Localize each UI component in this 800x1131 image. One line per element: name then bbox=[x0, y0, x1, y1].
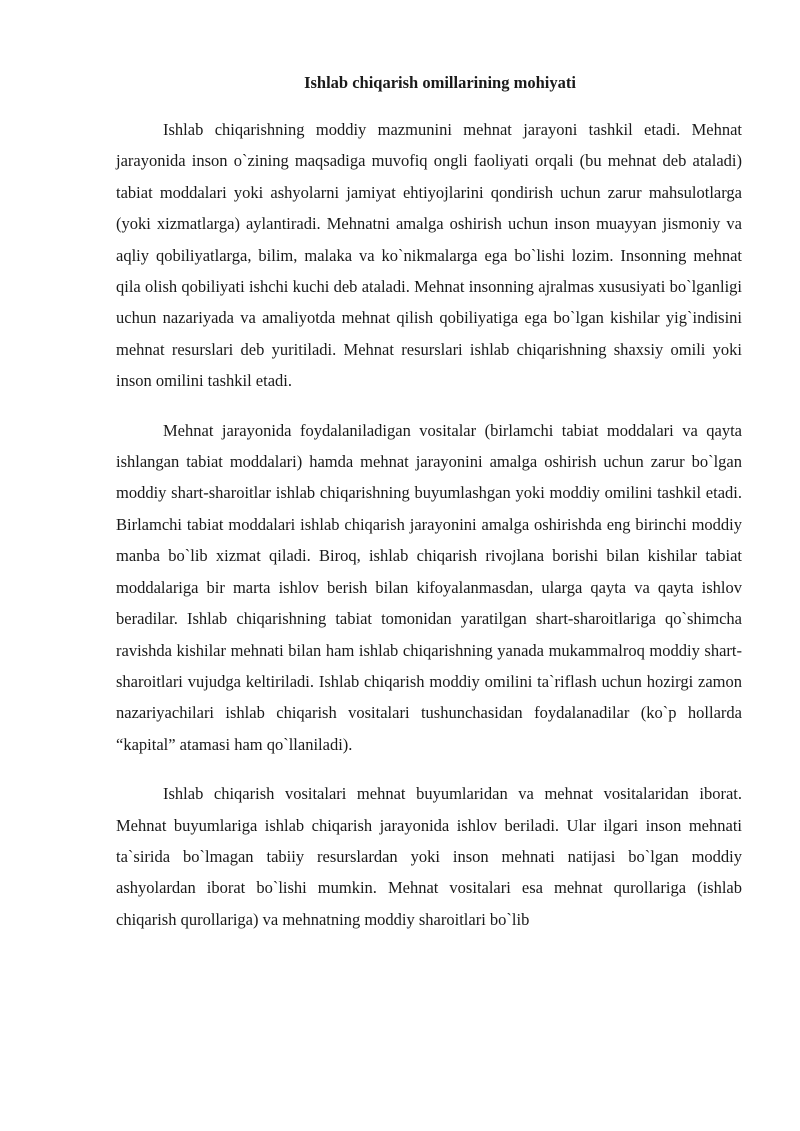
document-title: Ishlab chiqarish omillarining mohiyati bbox=[304, 73, 576, 92]
paragraph-3: Ishlab chiqarish vositalari mehnat buyumlaridan va mehnat vositalaridan iborat. Mehnat buyumlariga ishlab chiqarish jarayonida ishlov beriladi. Ular ilgari inson mehnati ta`sirida bo`lmagan tabiiy resurslardan yoki inson mehnati natijasi bo`lgan moddiy ashyolardan iborat bo`lishi mumkin. Mehnat vositalari esa mehnat qurollariga (ishlab chiqarish qurollariga) va mehnatning moddiy sharoitlari bo`lib bbox=[116, 784, 742, 929]
document-page bbox=[116, 72, 742, 953]
paragraph-1: Ishlab chiqarishning moddiy mazmunini mehnat jarayoni tashkil etadi. Mehnat jarayonida inson o`zining maqsadiga muvofiq ongli faoliyati orqali (bu mehnat deb ataladi) tabiat moddalari yoki ashyolarni jamiyat ehtiyojlarini qondirish uchun zarur mahsulotlarga (yoki xizmatlarga) aylantiradi. Mehnatni amalga oshirish uchun inson muayyan jismoniy va aqliy qobiliyatlarga, bilim, malaka va ko`nikmalarga ega bo`lishi lozim. Insonning mehnat qila olish qobiliyati ishchi kuchi deb ataladi. Mehnat insonning ajralmas xususiyati bo`lganligi uchun nazariyada va amaliyotda mehnat qilish qobiliyatiga ega bo`lgan kishilar yig`indisini mehnat resurslari deb yuritiladi. Mehnat resurslari ishlab chiqarishning shaxsiy omili yoki inson omilini tashkil etadi. bbox=[116, 120, 742, 391]
paragraph-2: Mehnat jarayonida foydalaniladigan vositalar (birlamchi tabiat moddalari va qayta ishlangan tabiat moddalari) hamda mehnat jarayonini amalga oshirish uchun zarur bo`lgan moddiy shart-sharoitlar ishlab chiqarishning buyumlashgan yoki moddiy omilini tashkil etadi. Birlamchi tabiat moddalari ishlab chiqarish jarayonini amalga oshirishda eng birinchi moddiy manba bo`lib xizmat qiladi. Biroq, ishlab chiqarish rivojlana borishi bilan kishilar tabiat moddalariga bir marta ishlov berish bilan kifoyalanmasdan, ularga qayta va qayta ishlov beradilar. Ishlab chiqarishning tabiat tomonidan yaratilgan shart-sharoitlariga qo`shimcha ravishda kishilar mehnati bilan ham ishlab chiqarishning yanada mukammalroq moddiy shart-sharoitlari vujudga keltiriladi. Ishlab chiqarish moddiy omilini ta`riflash uchun hozirgi zamon nazariyachilari ishlab chiqarish vositalari tushunchasidan foydalanadilar (ko`p hollarda “kapital” atamasi ham qo`llaniladi). bbox=[116, 420, 742, 754]
